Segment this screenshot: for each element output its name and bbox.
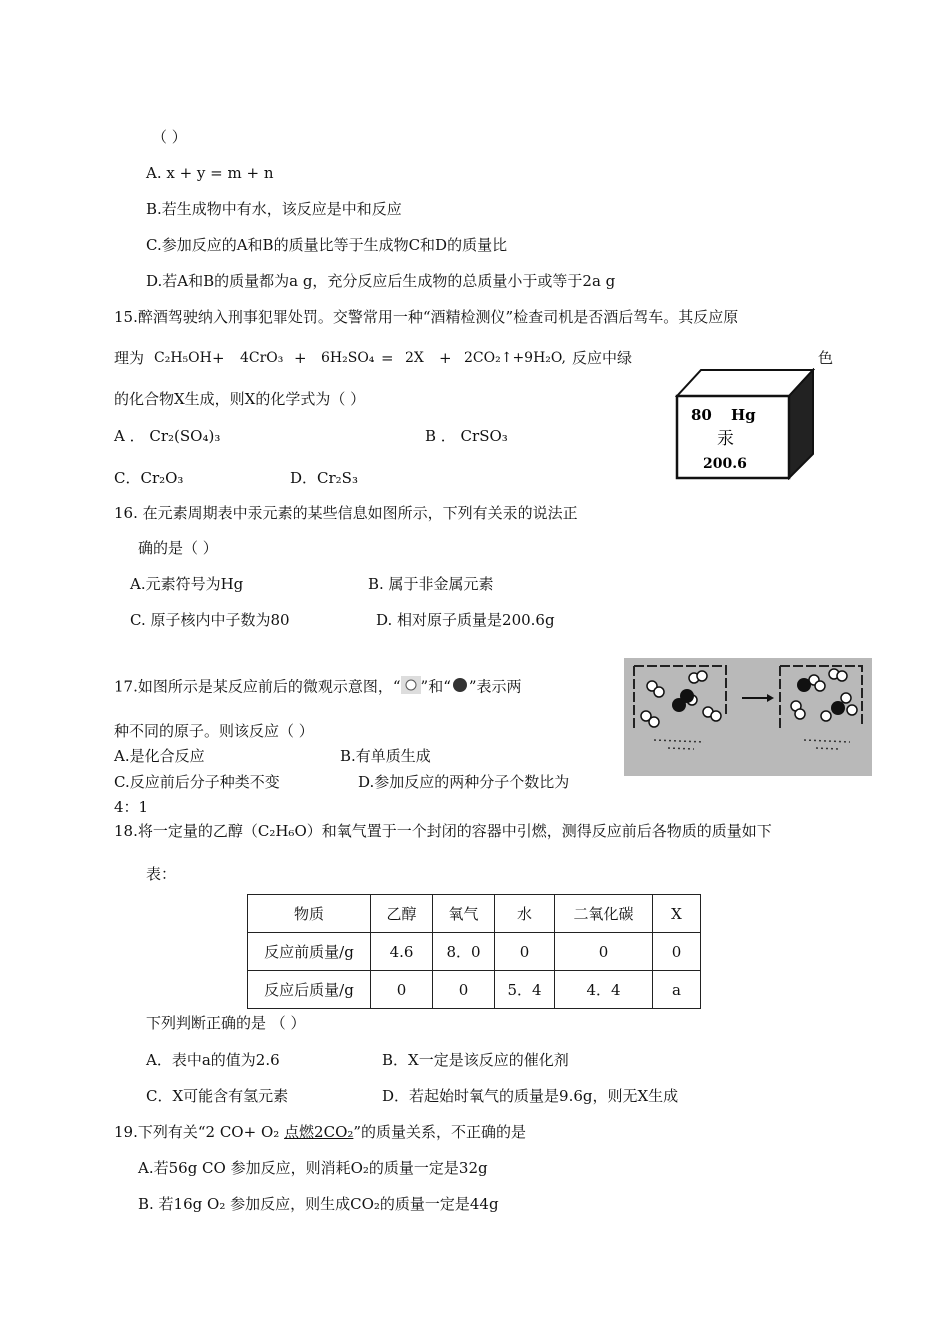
table-header-cell: 二氧化碳: [555, 895, 653, 933]
table-cell: 反应后质量/g: [248, 971, 371, 1009]
q14-option-b: B.若生成物中有水，该反应是中和反应: [146, 200, 402, 218]
q19-option-a: A.若56g CO 参加反应，则消耗O₂的质量一定是32g: [138, 1159, 488, 1177]
q17-option-d-cont: 4：1: [114, 798, 149, 816]
table-cell: 4．4: [555, 971, 653, 1009]
q18-option-a: A．表中a的值为2.6: [146, 1051, 280, 1069]
table-cell: 0: [371, 971, 433, 1009]
table-header-cell: 氧气: [433, 895, 495, 933]
q15-eq-plus-2: +: [294, 349, 307, 367]
table-cell: 反应前质量/g: [248, 933, 371, 971]
white-atom-icon: [401, 676, 421, 699]
table-header-cell: 物质: [248, 895, 371, 933]
q19-stem-ignite: 点燃: [284, 1123, 315, 1141]
q15-eq-cro3: 4CrO₃: [240, 350, 284, 366]
q15-eq-h2so4: 6H₂SO₄: [321, 350, 375, 366]
table-cell: 0: [433, 971, 495, 1009]
q15-stem-line2-end: 色: [818, 349, 834, 367]
element-name: 汞: [717, 429, 734, 449]
q15-eq-products: 2CO₂↑+9H₂O,: [464, 350, 567, 366]
element-symbol: Hg: [731, 406, 756, 424]
q14-option-c: C.参加反应的A和B的质量比等于生成物C和D的质量比: [146, 236, 508, 254]
table-row: [248, 933, 701, 971]
q17-option-b: B.有单质生成: [340, 747, 431, 765]
q15-option-c: C．Cr₂O₃: [114, 469, 184, 487]
q17-stem-part-b: ”和“: [420, 677, 451, 696]
table-cell: 0: [653, 933, 701, 971]
table-row: [248, 971, 701, 1009]
q15-stem-line3: 的化合物X生成，则X的化学式为（ ）: [114, 390, 366, 408]
q19-option-b: B. 若16g O₂ 参加反应，则生成CO₂的质量一定是44g: [138, 1195, 499, 1213]
table-header-row: [248, 895, 701, 933]
table-cell: 0: [555, 933, 653, 971]
q15-option-a: A ． Cr₂(SO₄)₃: [114, 427, 221, 445]
q15-eq-ethanol: C₂H₅OH: [154, 350, 212, 366]
q17-stem-part-c: ”表示两: [468, 677, 522, 696]
q18-option-c: C．X可能含有氢元素: [146, 1087, 289, 1105]
q15-eq-2x: 2X: [405, 350, 424, 366]
mass-table: [247, 894, 701, 1009]
table-cell: 0: [495, 933, 555, 971]
q19-stem-product: 2CO₂: [314, 1123, 354, 1141]
q16-option-c: C. 原子核内中子数为80: [130, 611, 290, 629]
table-header-cell: X: [653, 895, 701, 933]
table-cell: 5．4: [495, 971, 555, 1009]
q18-prompt: 下列判断正确的是 （ ）: [146, 1014, 306, 1032]
q17-option-a: A.是化合反应: [114, 747, 205, 765]
q17-stem-line1: [114, 676, 522, 699]
q16-option-a: A.元素符号为Hg: [130, 575, 244, 593]
q17-stem-part-a: 17.如图所示是某反应前后的微观示意图，“: [114, 677, 401, 696]
q16-stem-line2: 确的是（ ）: [138, 539, 218, 557]
mercury-element-card: [675, 368, 815, 480]
q15-option-d: D．Cr₂S₃: [290, 469, 358, 487]
q19-stem: [114, 1122, 526, 1142]
q16-stem-line1: 16. 在元素周期表中汞元素的某些信息如图所示，下列有关汞的说法正: [114, 504, 578, 522]
q16-option-d: D. 相对原子质量是200.6g: [376, 611, 555, 629]
q17-option-d: D.参加反应的两种分子个数比为: [358, 773, 570, 791]
q19-stem-part-a: 19.下列有关“2 CO+ O₂: [114, 1123, 285, 1141]
reaction-diagram: [624, 658, 872, 776]
q17-option-c: C.反应前后分子种类不变: [114, 773, 280, 791]
q14-option-d: D.若A和B的质量都为a g，充分反应后生成物的总质量小于或等于2a g: [146, 272, 616, 290]
table-cell: 4.6: [371, 933, 433, 971]
q16-option-b: B. 属于非金属元素: [368, 575, 494, 593]
q15-eq-plus-1: +: [212, 349, 225, 367]
q19-stem-part-d: ”的质量关系，不正确的是: [353, 1123, 527, 1141]
element-number: 80: [691, 406, 712, 424]
q15-eq-equals: =: [381, 349, 394, 367]
q14-option-a: A. x + y = m + n: [146, 164, 274, 182]
table-cell: 8．0: [433, 933, 495, 971]
black-atom-icon: [451, 676, 469, 699]
table-header-cell: 水: [495, 895, 555, 933]
q15-eq-plus-3: +: [439, 349, 452, 367]
q14-answer-paren: （ ）: [152, 128, 187, 146]
q18-option-b: B．X一定是该反应的催化剂: [382, 1051, 569, 1069]
element-mass: 200.6: [703, 456, 747, 472]
q17-stem-line2: 种不同的原子。则该反应（ ）: [114, 722, 314, 740]
q15-stem-line1: 15.醉酒驾驶纳入刑事犯罪处罚。交警常用一种“酒精检测仪”检查司机是否酒后驾车。其反应原: [114, 308, 739, 326]
q18-stem-line2: 表：: [146, 865, 177, 883]
q18-stem-line1: 18.将一定量的乙醇（C₂H₆O）和氧气置于一个封闭的容器中引燃，测得反应前后各物质的质量如下: [114, 822, 772, 840]
q15-option-b: B ． CrSO₃: [425, 427, 508, 445]
q15-stem-line2-tail: 反应中绿: [572, 349, 633, 367]
q15-stem-line2-prefix: 理为: [114, 349, 145, 367]
q18-option-d: D．若起始时氧气的质量是9.6g，则无X生成: [382, 1087, 679, 1105]
table-header-cell: 乙醇: [371, 895, 433, 933]
table-cell: a: [653, 971, 701, 1009]
